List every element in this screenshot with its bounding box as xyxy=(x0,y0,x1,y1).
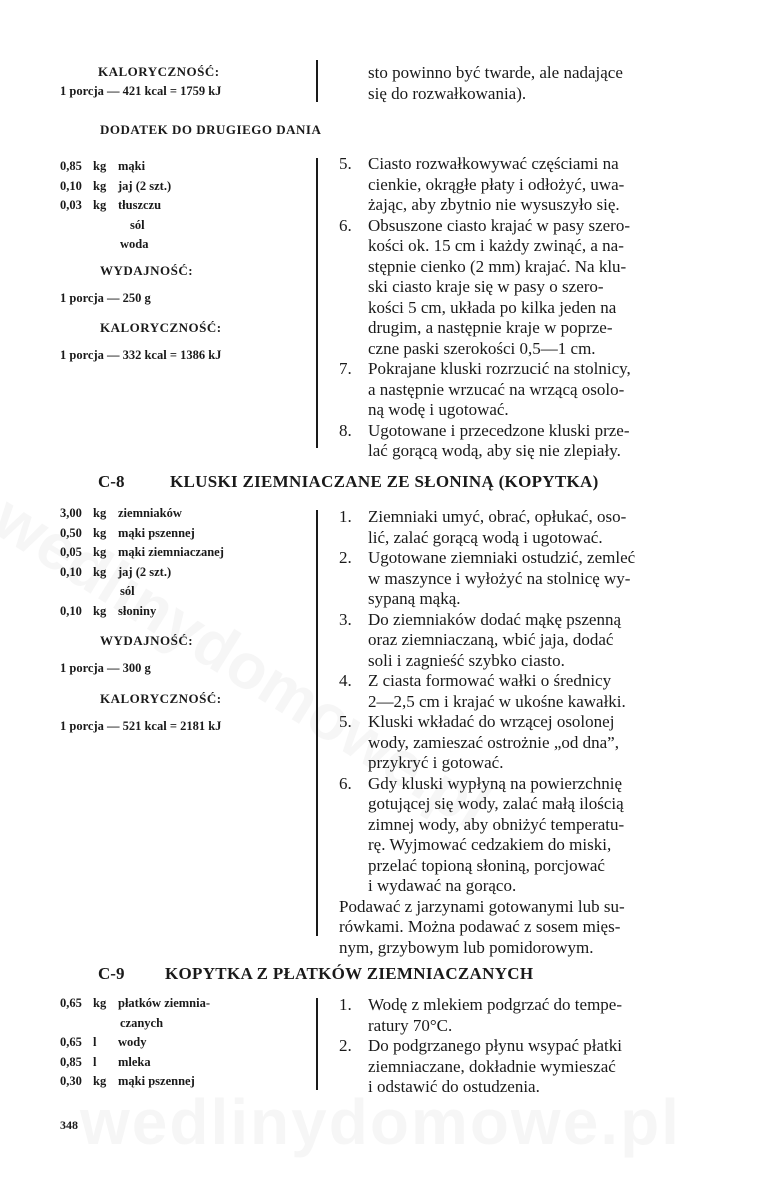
column-rule-dodatek xyxy=(316,158,318,448)
ingredient-unit: kg xyxy=(93,603,107,618)
ingredient-unit: l xyxy=(93,1035,97,1049)
step-text-line: Do podgrzanego płynu wsypać płatki xyxy=(368,1036,622,1055)
step-number: 6. xyxy=(339,773,352,793)
ingredient-amount: 0,30 xyxy=(60,1074,82,1088)
ingredient-row xyxy=(60,525,195,541)
kalorycznosc-label: KALORYCZNOŚĆ: xyxy=(98,64,220,79)
step-text-line: czne paski szerokości 0,5—1 cm. xyxy=(368,338,596,358)
ingredient-name: sól xyxy=(130,217,145,232)
step-text-line: lić, zalać gorącą wodą i ugotować. xyxy=(368,527,603,547)
dodatek-title: DODATEK DO DRUGIEGO DANIA xyxy=(100,122,322,137)
ingredient-amount: 0,65 xyxy=(60,996,82,1010)
ingredient-unit: kg xyxy=(93,178,107,193)
ingredient-name: jaj (2 szt.) xyxy=(118,178,172,193)
step-text-line: w maszynce i wyłożyć na stolnicę wy- xyxy=(368,568,631,588)
step-text-line: kości 5 cm, układa po kilka jeden na xyxy=(368,297,617,317)
ingredient-row xyxy=(60,197,161,213)
step-text-line: Ziemniaki umyć, obrać, opłukać, oso- xyxy=(368,507,627,526)
step-text-line: rę. Wyjmować cedzakiem do miski, xyxy=(368,835,612,854)
step-text-line: cienkie, okrągłe płaty i odłożyć, uwa- xyxy=(368,174,625,194)
step-text-line: gotującej się wody, zalać małą ilością xyxy=(368,794,624,813)
step-number: 2. xyxy=(339,548,352,567)
step-text-line: drugim, a następnie kraje w poprze- xyxy=(368,318,613,337)
ingredient-name: mąki ziemniaczanej xyxy=(118,545,224,559)
c8-code: C-8 xyxy=(98,472,125,491)
ingredient-name: mąki xyxy=(118,159,146,173)
continuation-line: sto powinno być twarde, ale nadające xyxy=(368,63,623,82)
serving-note-line: Podawać z jarzynami gotowanymi lub su- xyxy=(339,896,625,916)
step-text-line: oraz ziemniaczaną, wbić jaja, dodać xyxy=(368,630,614,649)
ingredient-unit: kg xyxy=(93,525,107,540)
ingredient-row xyxy=(60,544,224,560)
column-rule-c9 xyxy=(316,998,318,1090)
serving-note-line: rówkami. Można podawać z sosem mięs- xyxy=(339,917,621,936)
step-text-line: ną wodę i ugotować. xyxy=(368,400,509,419)
step-text-line: stępnie cienko (2 mm) krajać. Na klu- xyxy=(368,256,627,276)
serving-note-line: nym, grzybowym lub pomidorowym. xyxy=(339,937,594,957)
ingredient-name: tłuszczu xyxy=(118,198,162,212)
ingredient-row xyxy=(120,236,148,252)
step-text-line: Ciasto rozwałkowywać częściami na xyxy=(368,154,619,173)
ingredient-amount: 0,10 xyxy=(60,603,82,618)
c8-kalorycznosc-value: 1 porcja — 521 kcal = 2181 kJ xyxy=(60,719,222,733)
page-number: 348 xyxy=(60,1118,78,1132)
step-text-line: Pokrajane kluski rozrzucić na stolnicy, xyxy=(368,359,631,378)
step-text-line: lać gorącą wodą, aby się nie zlepiały. xyxy=(368,441,621,460)
step-text-line: kości ok. 15 cm i każdy zwinąć, a na- xyxy=(368,236,624,255)
step-number: 8. xyxy=(339,420,352,440)
step-text-line: soli i zagnieść szybko ciasto. xyxy=(368,650,565,670)
ingredient-unit: kg xyxy=(93,564,107,579)
ingredient-unit: kg xyxy=(93,996,107,1010)
c8-wydajnosc-label: WYDAJNOŚĆ: xyxy=(100,633,194,648)
step-text-line: i wydawać na gorąco. xyxy=(368,876,517,895)
dodatek-kalorycznosc-value: 1 porcja — 332 kcal = 1386 kJ xyxy=(60,348,222,362)
ingredient-name: ziemniaków xyxy=(118,506,182,520)
step-number: 6. xyxy=(339,215,352,235)
step-text-line: Gdy kluski wypłyną na powierzchnię xyxy=(368,773,622,793)
ingredient-amount: 0,85 xyxy=(60,159,82,173)
step-number: 5. xyxy=(339,712,352,731)
ingredient-amount: 0,05 xyxy=(60,545,82,559)
step-text-line: a następnie wrzucać na wrzącą osolo- xyxy=(368,379,625,399)
step-number: 1. xyxy=(339,507,352,526)
step-number: 2. xyxy=(339,1036,352,1055)
ingredient-amount: 0,10 xyxy=(60,564,82,579)
ingredient-row xyxy=(60,1034,146,1050)
step-text-line: Ugotowane i przecedzone kluski prze- xyxy=(368,420,630,440)
step-text-line: zimnej wody, aby obniżyć temperatu- xyxy=(368,814,625,834)
ingredient-amount: 0,10 xyxy=(60,178,82,193)
ingredient-name: mleka xyxy=(118,1054,151,1069)
ingredient-row xyxy=(60,995,210,1011)
step-number: 1. xyxy=(339,995,352,1014)
ingredient-row xyxy=(60,505,182,521)
ingredient-amount: 0,03 xyxy=(60,198,82,212)
ingredient-unit: kg xyxy=(93,159,107,173)
ingredient-name: czanych xyxy=(120,1015,164,1030)
ingredient-name: słoniny xyxy=(118,603,157,618)
ingredient-unit: kg xyxy=(93,1074,107,1088)
ingredient-name: mąki pszennej xyxy=(118,1074,195,1088)
ingredient-row xyxy=(120,583,135,599)
ingredient-amount: 3,00 xyxy=(60,506,82,520)
ingredient-name: wody xyxy=(118,1035,147,1049)
c8-kalorycznosc-label: KALORYCZNOŚĆ: xyxy=(100,691,222,706)
dodatek-wydajnosc-label: WYDAJNOŚĆ: xyxy=(100,263,194,278)
ingredient-row xyxy=(60,564,171,580)
step-text-line: żając, aby zbytnio nie wysuszyło się. xyxy=(368,195,620,214)
ingredient-row xyxy=(130,217,145,233)
step-number: 4. xyxy=(339,671,352,690)
ingredient-unit: kg xyxy=(93,198,107,212)
ingredient-amount: 0,65 xyxy=(60,1035,82,1049)
dodatek-kalorycznosc-label: KALORYCZNOŚĆ: xyxy=(100,320,222,335)
ingredient-name: jaj (2 szt.) xyxy=(118,564,172,579)
ingredient-name: sól xyxy=(120,584,135,598)
ingredient-name: mąki pszennej xyxy=(118,525,195,540)
dodatek-wydajnosc-value: 1 porcja — 250 g xyxy=(60,291,151,305)
step-text-line: ski ciasto kraje się w pasy o szero- xyxy=(368,277,604,296)
c9-code: C-9 xyxy=(98,964,125,983)
kalorycznosc-value: 1 porcja — 421 kcal = 1759 kJ xyxy=(60,84,222,98)
step-text-line: ziemniaczane, dokładnie wymieszać xyxy=(368,1056,616,1076)
ingredient-row xyxy=(60,178,171,194)
step-text-line: wody, zamieszać ostrożnie „od dna”, xyxy=(368,732,619,752)
step-text-line: i odstawić do ostudzenia. xyxy=(368,1077,540,1096)
ingredient-name: woda xyxy=(120,237,149,251)
c8-wydajnosc-value: 1 porcja — 300 g xyxy=(60,661,151,675)
step-text-line: sypaną mąką. xyxy=(368,589,461,608)
ingredient-amount: 0,85 xyxy=(60,1054,82,1069)
ingredient-row xyxy=(60,1054,151,1070)
step-text-line: ratury 70°C. xyxy=(368,1015,453,1035)
continuation-line: się do rozwałkowania). xyxy=(368,84,527,103)
step-number: 5. xyxy=(339,154,352,173)
step-text-line: Kluski wkładać do wrzącej osolonej xyxy=(368,712,615,731)
ingredient-row xyxy=(60,158,145,174)
ingredient-name: płatków ziemnia- xyxy=(118,996,211,1010)
c8-title: KLUSKI ZIEMNIACZANE ZE SŁONINĄ (KOPYTKA) xyxy=(170,472,599,491)
step-text-line: 2—2,5 cm i krajać w ukośne kawałki. xyxy=(368,691,626,711)
ingredient-unit: kg xyxy=(93,506,107,520)
ingredient-unit: kg xyxy=(93,545,107,559)
step-number: 7. xyxy=(339,359,352,378)
column-rule-c8 xyxy=(316,510,318,936)
step-text-line: Ugotowane ziemniaki ostudzić, zemleć xyxy=(368,548,636,567)
ingredient-row xyxy=(60,1073,195,1089)
ingredient-unit: l xyxy=(93,1054,97,1069)
step-text-line: Z ciasta formować wałki o średnicy xyxy=(368,671,612,690)
step-text-line: Do ziemniaków dodać mąkę pszenną xyxy=(368,609,622,629)
step-text-line: Wodę z mlekiem podgrzać do tempe- xyxy=(368,995,623,1014)
ingredient-row xyxy=(120,1015,163,1031)
step-number: 3. xyxy=(339,609,352,629)
ingredient-row xyxy=(60,603,156,619)
step-text-line: przykryć i gotować. xyxy=(368,753,504,772)
step-text-line: Obsuszone ciasto krajać w pasy szero- xyxy=(368,215,630,235)
ingredient-amount: 0,50 xyxy=(60,525,82,540)
column-rule-top xyxy=(316,60,318,102)
step-text-line: przelać topioną słoniną, porcjować xyxy=(368,855,605,875)
c9-title: KOPYTKA Z PŁATKÓW ZIEMNIACZANYCH xyxy=(165,964,534,983)
